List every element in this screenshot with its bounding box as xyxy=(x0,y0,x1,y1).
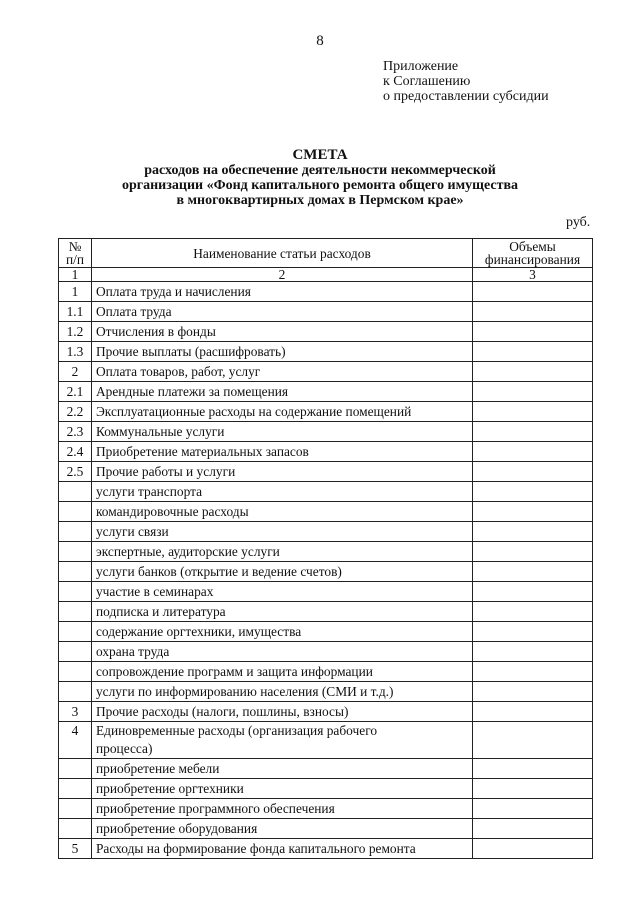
row-name: содержание оргтехники, имущества xyxy=(91,622,472,642)
row-name: Эксплуатационные расходы на содержание помещений xyxy=(91,402,472,422)
row-number: 2.4 xyxy=(59,442,92,462)
row-value[interactable] xyxy=(473,662,593,682)
appendix-line: к Соглашению xyxy=(383,74,471,89)
title-line: в многоквартирных домах в Пермском крае» xyxy=(176,193,464,208)
table-row xyxy=(59,779,593,799)
row-number xyxy=(59,582,92,602)
row-name: участие в семинарах xyxy=(91,582,472,602)
row-number: 2 xyxy=(59,362,92,382)
row-value[interactable] xyxy=(473,522,593,542)
row-number xyxy=(59,622,92,642)
row-name: услуги по информированию населения (СМИ и т.д.) xyxy=(91,682,472,702)
row-name: услуги банков (открытие и ведение счетов) xyxy=(91,562,472,582)
title-heading: СМЕТА xyxy=(292,147,348,163)
table-row xyxy=(59,562,593,582)
table-row xyxy=(59,462,593,482)
row-value[interactable] xyxy=(473,362,593,382)
row-value[interactable] xyxy=(473,582,593,602)
header-row xyxy=(59,239,593,268)
appendix-note xyxy=(383,59,549,104)
row-number xyxy=(59,502,92,522)
row-value[interactable] xyxy=(473,642,593,662)
row-value[interactable] xyxy=(473,382,593,402)
row-number: 4 xyxy=(59,722,92,759)
row-number: 1.2 xyxy=(59,322,92,342)
row-value[interactable] xyxy=(473,839,593,859)
row-value[interactable] xyxy=(473,562,593,582)
row-number xyxy=(59,799,92,819)
table-row xyxy=(59,502,593,522)
num-header-line: № xyxy=(68,239,82,254)
row-value[interactable] xyxy=(473,542,593,562)
row-name: Отчисления в фонды xyxy=(91,322,472,342)
row-name: Оплата труда xyxy=(91,302,472,322)
row-number xyxy=(59,662,92,682)
row-value[interactable] xyxy=(473,702,593,722)
row-name: услуги транспорта xyxy=(91,482,472,502)
row-value[interactable] xyxy=(473,442,593,462)
column-index-row xyxy=(59,268,593,282)
table-row xyxy=(59,722,593,759)
estimate-table xyxy=(58,238,593,859)
num-header xyxy=(59,239,92,268)
row-name: охрана труда xyxy=(91,642,472,662)
row-name: Прочие расходы (налоги, пошлины, взносы) xyxy=(91,702,472,722)
volume-header xyxy=(473,239,593,268)
row-number xyxy=(59,542,92,562)
row-value[interactable] xyxy=(473,779,593,799)
row-value[interactable] xyxy=(473,422,593,442)
row-value[interactable] xyxy=(473,462,593,482)
row-number: 2.2 xyxy=(59,402,92,422)
row-number: 1 xyxy=(59,282,92,302)
table-row xyxy=(59,622,593,642)
volume-header-line: финансирования xyxy=(484,252,581,267)
table-row xyxy=(59,522,593,542)
table-row xyxy=(59,322,593,342)
row-number: 2.5 xyxy=(59,462,92,482)
document-title xyxy=(0,148,640,208)
row-name: Арендные платежи за помещения xyxy=(91,382,472,402)
row-name: Оплата труда и начисления xyxy=(91,282,472,302)
row-value[interactable] xyxy=(473,722,593,759)
row-number xyxy=(59,779,92,799)
row-number: 2.3 xyxy=(59,422,92,442)
volume-header-line: Объемы xyxy=(509,239,556,254)
row-number: 2.1 xyxy=(59,382,92,402)
row-value[interactable] xyxy=(473,622,593,642)
row-name: приобретение оборудования xyxy=(91,819,472,839)
title-line: организации «Фонд капитального ремонта общего имущества xyxy=(121,178,519,193)
row-number xyxy=(59,642,92,662)
row-value[interactable] xyxy=(473,482,593,502)
row-name-line: процесса) xyxy=(95,741,153,756)
column-index: 3 xyxy=(473,268,593,282)
row-value[interactable] xyxy=(473,682,593,702)
table-row xyxy=(59,602,593,622)
row-value[interactable] xyxy=(473,759,593,779)
row-number xyxy=(59,759,92,779)
table-row xyxy=(59,282,593,302)
row-name: подписка и литература xyxy=(91,602,472,622)
row-number xyxy=(59,482,92,502)
appendix-line: о предоставлении субсидии xyxy=(383,89,549,104)
row-value[interactable] xyxy=(473,819,593,839)
row-value[interactable] xyxy=(473,502,593,522)
row-name: Прочие работы и услуги xyxy=(91,462,472,482)
row-name-line: Единовременные расходы (организация рабочего xyxy=(95,723,378,738)
row-value[interactable] xyxy=(473,602,593,622)
row-name: приобретение оргтехники xyxy=(91,779,472,799)
table-row xyxy=(59,582,593,602)
table-row xyxy=(59,662,593,682)
table-row xyxy=(59,442,593,462)
table-row xyxy=(59,799,593,819)
row-number: 5 xyxy=(59,839,92,859)
row-number xyxy=(59,682,92,702)
table-row xyxy=(59,342,593,362)
table-row xyxy=(59,759,593,779)
row-value[interactable] xyxy=(473,302,593,322)
row-name: экспертные, аудиторские услуги xyxy=(91,542,472,562)
name-header: Наименование статьи расходов xyxy=(91,239,472,268)
table-row xyxy=(59,362,593,382)
table-row xyxy=(59,482,593,502)
table-row xyxy=(59,702,593,722)
row-name xyxy=(91,722,472,759)
column-index: 1 xyxy=(59,268,92,282)
row-name: командировочные расходы xyxy=(91,502,472,522)
row-value[interactable] xyxy=(473,322,593,342)
row-number xyxy=(59,562,92,582)
table-row xyxy=(59,402,593,422)
table-row xyxy=(59,839,593,859)
table-row xyxy=(59,302,593,322)
row-name: Прочие выплаты (расшифровать) xyxy=(91,342,472,362)
row-name: Приобретение материальных запасов xyxy=(91,442,472,462)
row-name: приобретение мебели xyxy=(91,759,472,779)
column-index: 2 xyxy=(91,268,472,282)
row-number: 3 xyxy=(59,702,92,722)
currency-unit: руб. xyxy=(566,215,591,230)
row-name: приобретение программного обеспечения xyxy=(91,799,472,819)
table-row xyxy=(59,382,593,402)
row-number xyxy=(59,522,92,542)
row-name: сопровождение программ и защита информации xyxy=(91,662,472,682)
appendix-line: Приложение xyxy=(383,59,459,74)
row-value[interactable] xyxy=(473,799,593,819)
table-row xyxy=(59,542,593,562)
table-row xyxy=(59,422,593,442)
row-name: Расходы на формирование фонда капитального ремонта xyxy=(91,839,472,859)
row-number xyxy=(59,602,92,622)
table-row xyxy=(59,682,593,702)
row-number: 1.1 xyxy=(59,302,92,322)
row-name: Оплата товаров, работ, услуг xyxy=(91,362,472,382)
row-name: услуги связи xyxy=(91,522,472,542)
row-value[interactable] xyxy=(473,402,593,422)
page-number: 8 xyxy=(316,33,324,49)
num-header-line: п/п xyxy=(65,252,85,267)
row-number: 1.3 xyxy=(59,342,92,362)
row-number xyxy=(59,819,92,839)
table-row xyxy=(59,642,593,662)
table-row xyxy=(59,819,593,839)
title-line: расходов на обеспечение деятельности некоммерческой xyxy=(144,163,496,178)
row-value[interactable] xyxy=(473,282,593,302)
row-value[interactable] xyxy=(473,342,593,362)
row-name: Коммунальные услуги xyxy=(91,422,472,442)
